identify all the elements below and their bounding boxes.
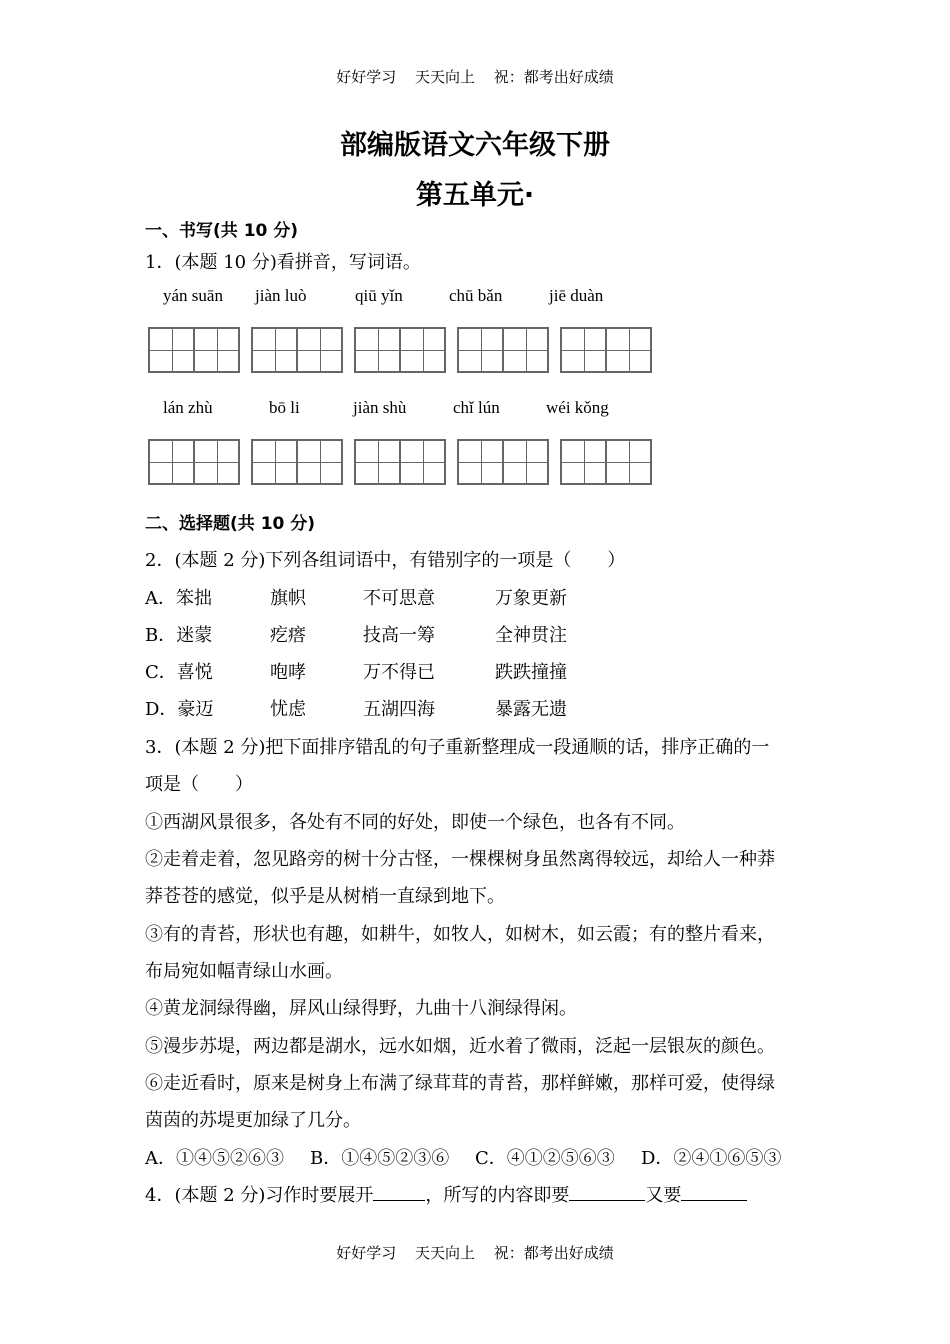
- option-word: 咆哮: [270, 662, 306, 683]
- option-word: 暴露无遗: [495, 699, 567, 720]
- question-4: [145, 1181, 747, 1207]
- q2-option-a: [145, 584, 567, 610]
- pinyin-7: bō li: [269, 398, 300, 417]
- option-word: 疙瘩: [270, 625, 306, 646]
- sentence-6-line1: ⑥走近看时，原来是树身上布满了绿茸茸的青苔，那样鲜嫩，那样可爱，使得绿: [145, 1073, 775, 1094]
- option-word: B．迷蒙: [145, 625, 213, 646]
- option-word: 技高一筹: [363, 625, 435, 646]
- q4-text-2: ，所写的内容即要: [425, 1185, 570, 1206]
- footer-text-3: 祝：都考出好成绩: [493, 1244, 614, 1262]
- pinyin-3: qiū yǐn: [355, 286, 403, 305]
- q2-option-b: [145, 621, 567, 647]
- footer-text-1: 好好学习: [336, 1244, 397, 1262]
- option-word: 万不得已: [363, 662, 435, 683]
- writing-grid[interactable]: [148, 439, 240, 485]
- option-word: 五湖四海: [363, 699, 435, 720]
- option-word: 不可思意: [363, 588, 435, 609]
- sentence-2-line2: 莽苍苍的感觉，似乎是从树梢一直绿到地下。: [145, 886, 505, 907]
- question-3-line1: 3．(本题 2 分)把下面排序错乱的句子重新整理成一段通顺的话，排序正确的一: [145, 737, 770, 758]
- page-title: 部编版语文六年级下册: [340, 130, 610, 161]
- section2-heading: 二、选择题(共 10 分): [145, 514, 316, 534]
- section1-heading: 一、书写(共 10 分): [145, 221, 299, 241]
- header-text-1: 好好学习: [336, 68, 397, 86]
- answer-option-a: A．①④⑤②⑥③: [145, 1148, 284, 1169]
- pinyin-8: jiàn shù: [353, 398, 407, 417]
- option-word: 忧虑: [270, 699, 306, 720]
- writing-grid[interactable]: [457, 439, 549, 485]
- option-word: C．喜悦: [145, 662, 213, 683]
- answer-blank[interactable]: [373, 1182, 425, 1201]
- pinyin-5: jiē duàn: [549, 286, 604, 305]
- option-word: 旗帜: [270, 588, 306, 609]
- pinyin-10: wéi kǒng: [546, 398, 609, 417]
- option-word: D．豪迈: [145, 699, 214, 720]
- option-word: A．笨拙: [145, 588, 212, 609]
- answer-option-c: C．④①②⑤⑥③: [475, 1148, 615, 1169]
- page-subtitle: 第五单元·: [415, 180, 535, 211]
- q2-option-d: [145, 695, 567, 721]
- answer-blank[interactable]: [569, 1182, 645, 1201]
- writing-grid[interactable]: [457, 327, 549, 373]
- sentence-3-line2: 布局宛如幅青绿山水画。: [145, 961, 343, 982]
- option-word: 跌跌撞撞: [495, 662, 567, 683]
- pinyin-9: chǐ lún: [453, 398, 500, 417]
- q4-text-1: 4．(本题 2 分)习作时要展开: [145, 1185, 374, 1206]
- sentence-2-line1: ②走着走着，忽见路旁的树十分古怪，一棵棵树身虽然离得较远，却给人一种莽: [145, 849, 775, 870]
- pinyin-1: yán suān: [163, 286, 223, 305]
- sentence-4: ④黄龙洞绿得幽，屏风山绿得野，九曲十八涧绿得闲。: [145, 998, 577, 1019]
- answer-option-d: D．②④①⑥⑤③: [641, 1148, 782, 1169]
- sentence-6-line2: 茵茵的苏堤更加绿了几分。: [145, 1110, 361, 1131]
- q3-answers: [145, 1144, 781, 1170]
- page-footer: [0, 1242, 950, 1263]
- q4-text-3: 又要: [645, 1185, 682, 1206]
- question-1: 1．(本题 10 分)看拼音，写词语。: [145, 252, 421, 273]
- writing-grid[interactable]: [148, 327, 240, 373]
- sentence-5: ⑤漫步苏堤，两边都是湖水，远水如烟，近水着了微雨，泛起一层银灰的颜色。: [145, 1036, 775, 1057]
- question-2: 2．(本题 2 分)下列各组词语中，有错别字的一项是（ ）: [145, 550, 626, 571]
- writing-grid[interactable]: [251, 439, 343, 485]
- answer-blank[interactable]: [681, 1182, 747, 1201]
- header-text-2: 天天向上: [414, 68, 475, 86]
- writing-grid[interactable]: [560, 439, 652, 485]
- sentence-3-line1: ③有的青苔，形状也有趣，如耕牛，如牧人，如树木，如云霞；有的整片看来，: [145, 924, 775, 945]
- answer-option-b: B．①④⑤②③⑥: [310, 1148, 450, 1169]
- writing-grid[interactable]: [251, 327, 343, 373]
- question-3-line2: 项是（ ）: [145, 774, 253, 795]
- pinyin-2: jiàn luò: [255, 286, 307, 305]
- option-word: 全神贯注: [495, 625, 567, 646]
- writing-grid[interactable]: [354, 439, 446, 485]
- writing-grid[interactable]: [560, 327, 652, 373]
- footer-text-2: 天天向上: [414, 1244, 475, 1262]
- sentence-1: ①西湖风景很多，各处有不同的好处，即使一个绿色，也各有不同。: [145, 812, 685, 833]
- pinyin-4: chū bǎn: [449, 286, 503, 305]
- page-header: [0, 66, 950, 87]
- option-word: 万象更新: [495, 588, 567, 609]
- pinyin-6: lán zhù: [163, 398, 213, 417]
- writing-grid[interactable]: [354, 327, 446, 373]
- header-text-3: 祝：都考出好成绩: [493, 68, 614, 86]
- q2-option-c: [145, 658, 567, 684]
